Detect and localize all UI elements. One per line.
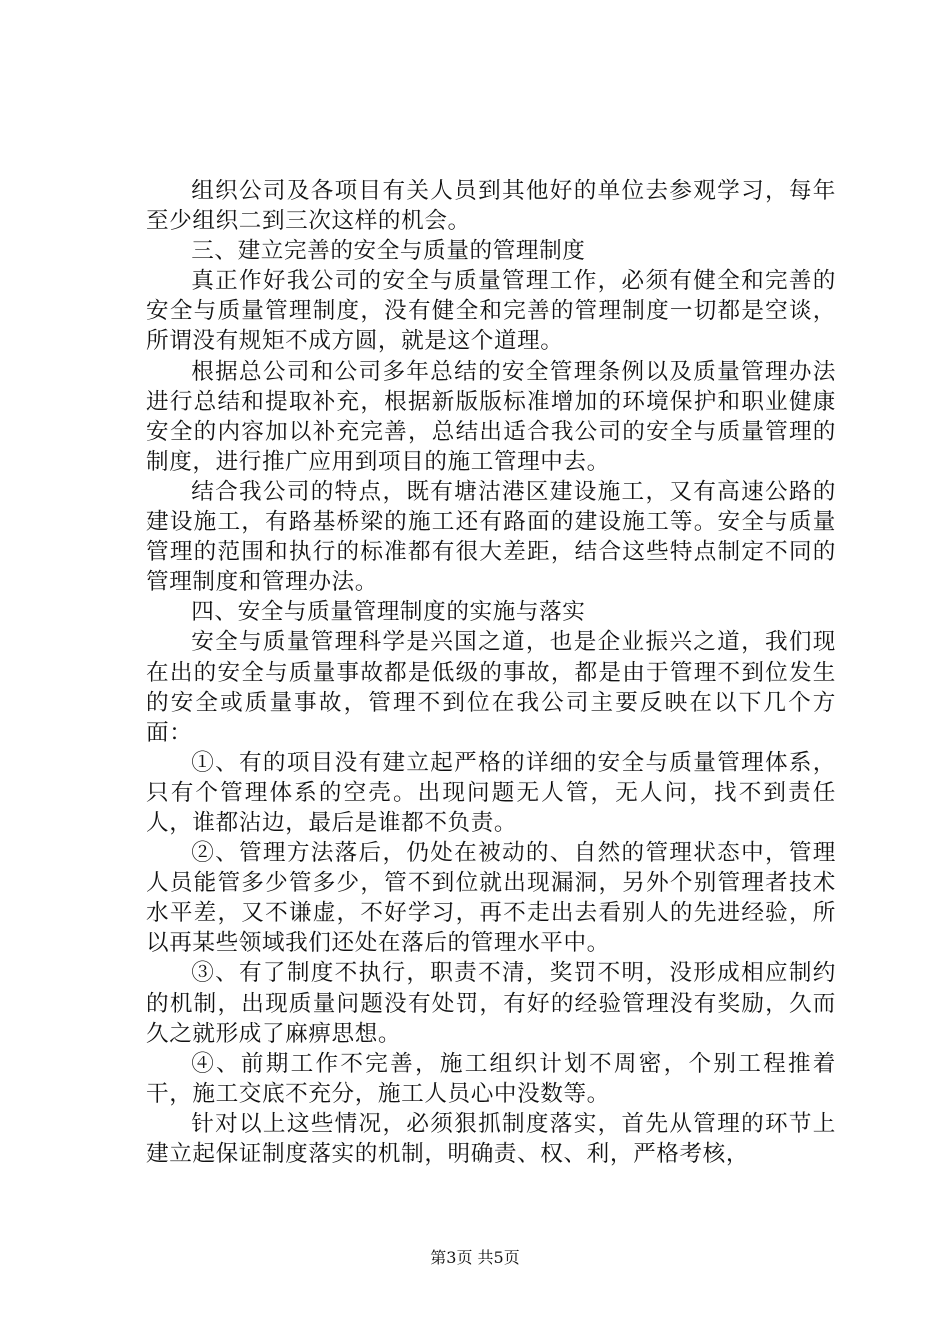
list-item: ①、有的项目没有建立起严格的详细的安全与质量管理体系，只有个管理体系的空壳。出现问题无人管，无人问，找不到责任人，谁都沾边，最后是谁都不负责。 bbox=[146, 749, 836, 836]
paragraph: 结合我公司的特点，既有塘沽港区建设施工，又有高速公路的建设施工，有路基桥梁的施工还有路面的建设施工等。安全与质量管理的范围和执行的标准都有很大差距，结合这些特点制定不同的管理制度和管理办法。 bbox=[146, 478, 836, 596]
paragraph: 根据总公司和公司多年总结的安全管理条例以及质量管理办法进行总结和提取补充，根据新版版标准增加的环境保护和职业健康安全的内容加以补充完善，总结出适合我公司的安全与质量管理的制度，进行推广应用到项目的施工管理中去。 bbox=[146, 358, 836, 475]
document-body bbox=[146, 176, 836, 1169]
list-item: ②、管理方法落后，仍处在被动的、自然的管理状态中，管理人员能管多少管多少，管不到位就出现漏洞，另外个别管理者技术水平差，又不谦虚，不好学习，再不走出去看别人的先进经验，所以再某些领域我们还处在落后的管理水平中。 bbox=[146, 840, 836, 957]
paragraph: 安全与质量管理科学是兴国之道，也是企业振兴之道，我们现在出的安全与质量事故都是低级的事故，都是由于管理不到位发生的安全或质量事故，管理不到位在我公司主要反映在以下几个方面： bbox=[146, 629, 836, 746]
section-heading: 三、建立完善的安全与质量的管理制度 bbox=[191, 238, 586, 265]
section-heading: 四、安全与质量管理制度的实施与落实 bbox=[191, 599, 586, 626]
list-item: ④、前期工作不完善，施工组织计划不周密，个别工程推着干，施工交底不充分，施工人员心中没数等。 bbox=[146, 1050, 836, 1107]
list-item: ③、有了制度不执行，职责不清，奖罚不明，没形成相应制约的机制，出现质量问题没有处罚，有好的经验管理没有奖励，久而久之就形成了麻痹思想。 bbox=[146, 960, 836, 1047]
paragraph: 真正作好我公司的安全与质量管理工作，必须有健全和完善的安全与质量管理制度，没有健全和完善的管理制度一切都是空谈，所谓没有规矩不成方圆，就是这个道理。 bbox=[146, 268, 836, 355]
page-number-footer: 第3页 共5页 bbox=[430, 1248, 520, 1267]
paragraph: 针对以上这些情况，必须狠抓制度落实，首先从管理的环节上建立起保证制度落实的机制，明确责、权、利，严格考核， bbox=[146, 1110, 836, 1167]
paragraph: 组织公司及各项目有关人员到其他好的单位去参观学习，每年至少组织二到三次这样的机会。 bbox=[146, 178, 836, 235]
